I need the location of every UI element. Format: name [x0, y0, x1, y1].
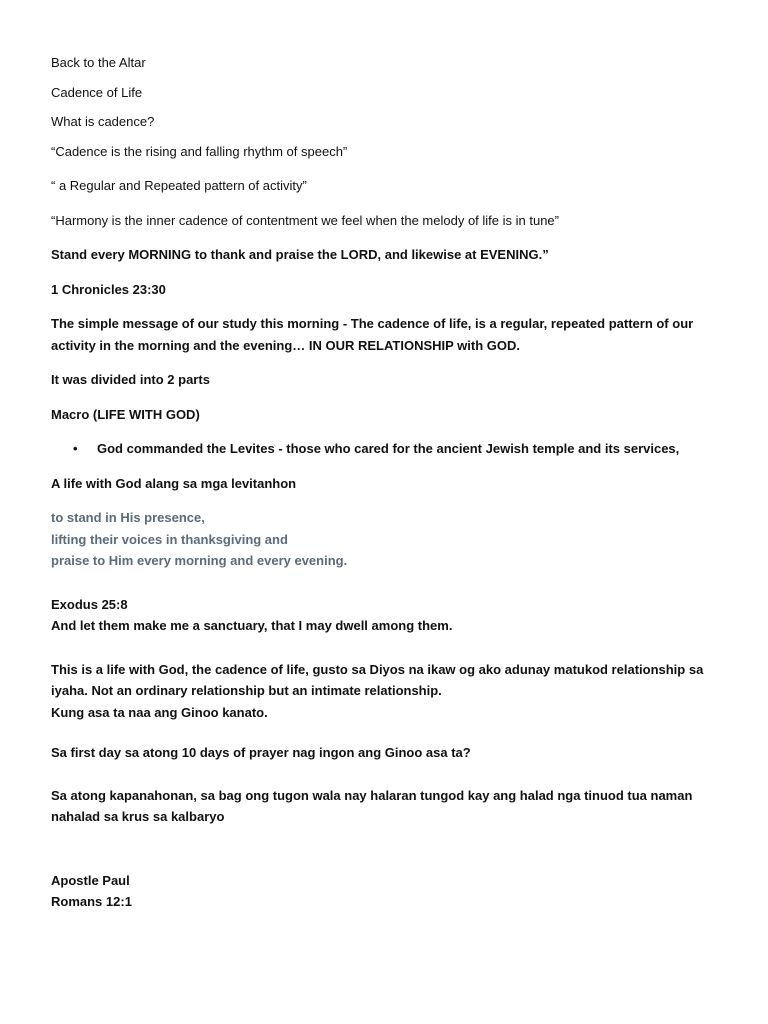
bullet-item	[51, 438, 731, 460]
paragraph-line: The simple message of our study this morning - The cadence of life, is a regular, repeated pattern of our	[51, 316, 694, 331]
doc-subtitle: Cadence of Life	[51, 84, 143, 100]
quote-line: “Cadence is the rising and falling rhythm of speech”	[51, 143, 348, 159]
quote-block-line: lifting their voices in thanksgiving and	[51, 531, 288, 547]
paragraph-line: iyaha. Not an ordinary relationship but an intimate relationship.	[51, 683, 442, 698]
scripture-reference: Exodus 25:8	[51, 596, 128, 612]
doc-title: Back to the Altar	[51, 55, 146, 70]
paragraph-line: This is a life with God, the cadence of life, gusto sa Diyos na ikaw og ako adunay matukod relationship sa	[51, 661, 704, 677]
paragraph-line: Kung asa ta naa ang Ginoo kanato.	[51, 704, 268, 720]
bullet-text: God commanded the Levites - those who cared for the ancient Jewish temple and its services,	[97, 441, 680, 456]
scripture-reference: 1 Chronicles 23:30	[51, 281, 166, 297]
scripture-reference: Romans 12:1	[51, 894, 132, 909]
quote-block-line: to stand in His presence,	[51, 510, 205, 525]
paragraph-line: A life with God alang sa mga levitanhon	[51, 475, 297, 491]
author-line: Apostle Paul	[51, 872, 130, 888]
paragraph-line: Sa first day sa atong 10 days of prayer nag ingon ang Ginoo asa ta?	[51, 745, 471, 760]
scripture-quote: And let them make me a sanctuary, that I may dwell among them.	[51, 618, 453, 633]
document-page	[51, 52, 731, 913]
quote-line: “Harmony is the inner cadence of contentment we feel when the melody of life is in tune”	[51, 212, 559, 228]
paragraph-line: activity in the morning and the evening… IN OUR RELATIONSHIP with GOD.	[51, 337, 521, 353]
paragraph-line: nahalad sa krus sa kalbaryo	[51, 809, 225, 824]
quote-line: “ a Regular and Repeated pattern of activity”	[51, 178, 307, 193]
quote-block-line: praise to Him every morning and every evening.	[51, 553, 348, 568]
section-heading: Macro (LIFE WITH GOD)	[51, 406, 200, 422]
question-line: What is cadence?	[51, 114, 155, 129]
paragraph-line: Sa atong kapanahonan, sa bag ong tugon wala nay halaran tungod kay ang halad nga tinuod tua naman	[51, 787, 693, 803]
bullet-icon: •	[73, 441, 78, 456]
paragraph-line: It was divided into 2 parts	[51, 372, 210, 387]
scripture-quote: Stand every MORNING to thank and praise the LORD, and likewise at EVENING.”	[51, 247, 549, 262]
